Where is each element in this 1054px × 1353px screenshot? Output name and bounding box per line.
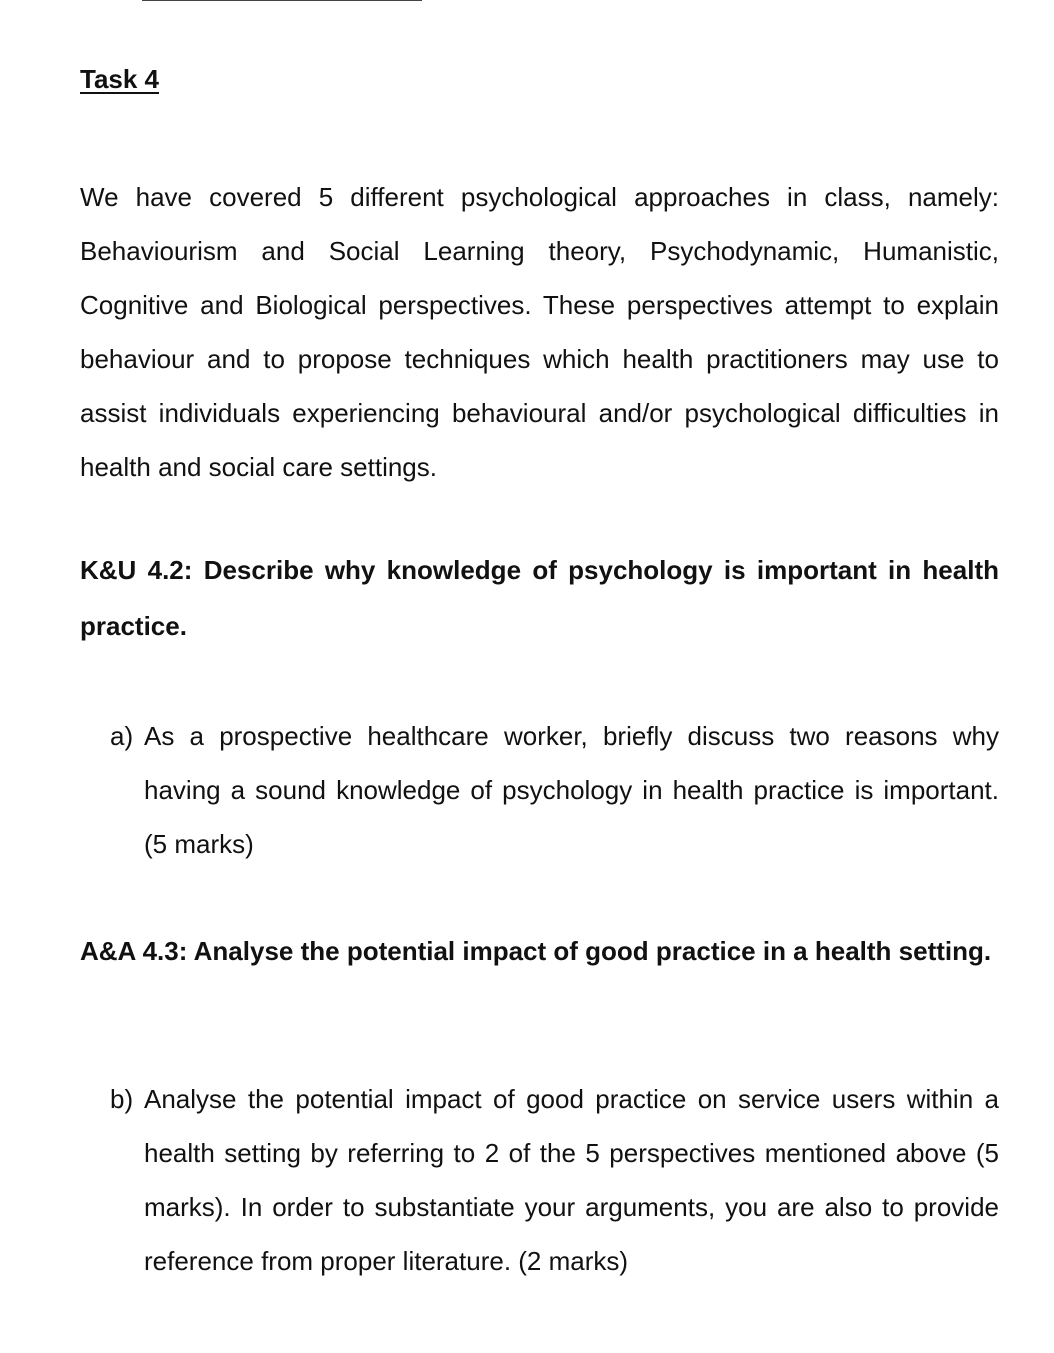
- question-a-letter: a): [110, 721, 134, 751]
- question-b: [110, 1072, 999, 1288]
- ku-heading: K&U 4.2: Describe why knowledge of psychology is important in health practice.: [80, 555, 999, 641]
- question-b-letter: b): [110, 1084, 134, 1114]
- question-b-text: Analyse the potential impact of good practice on service users within a health setting by referring to 2 of the 5 perspectives mentioned above (5 marks). In order to substantiate your arguments, you are also to provide reference from proper literature. (2 marks): [144, 1084, 999, 1276]
- aa-heading: A&A 4.3: Analyse the potential impact of good practice in a health setting.: [80, 936, 992, 966]
- task-title: Task 4: [80, 64, 160, 94]
- question-a: [110, 709, 999, 871]
- intro-paragraph: We have covered 5 different psychological approaches in class, namely: Behaviourism and Social Learning theory, Psychodynamic, Humanistic, Cognitive and Biological perspectives. These perspectives attempt to explain behaviour and to propose techniques which health practitioners may use to assist individuals experiencing behavioural and/or psychological difficulties in health and social care settings.: [80, 182, 999, 482]
- question-a-text: As a prospective healthcare worker, briefly discuss two reasons why having a sound knowledge of psychology in health practice is important. (5 marks): [144, 721, 999, 859]
- top-divider: [142, 0, 422, 1]
